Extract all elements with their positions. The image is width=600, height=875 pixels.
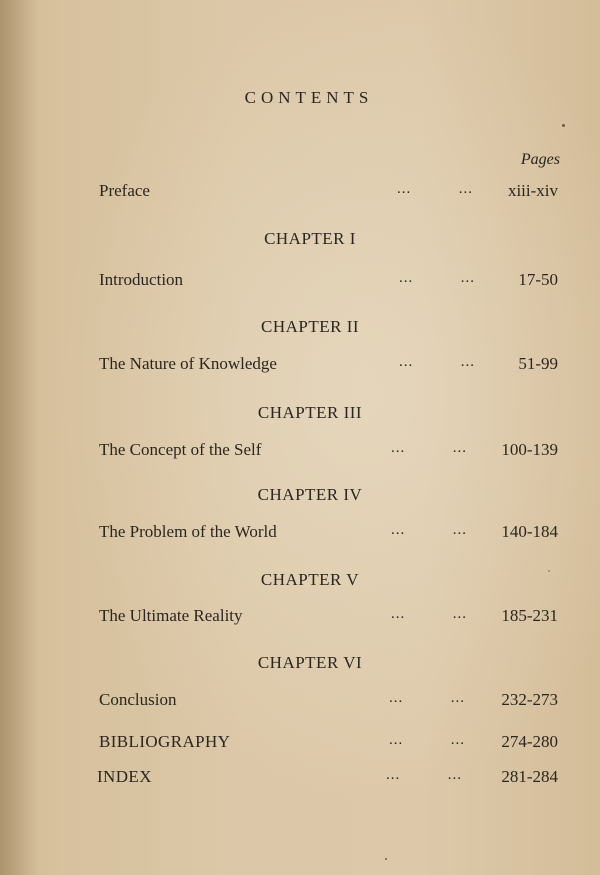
toc-entry-index[interactable] [0, 767, 600, 791]
entry-pages: 140-184 [501, 522, 558, 541]
dot-leader: ... ... [399, 270, 475, 286]
toc-entry-chapter-6[interactable] [0, 690, 600, 714]
chapter-heading: CHAPTER I [264, 229, 356, 248]
chapter-heading: CHAPTER II [260, 317, 360, 336]
entry-pages: 17-50 [518, 270, 558, 289]
dot-leader: ... ... [389, 690, 465, 706]
paper-speck [562, 124, 565, 127]
toc-entry-chapter-4[interactable] [0, 522, 600, 546]
entry-title: Conclusion [99, 690, 177, 709]
entry-title: INDEX [97, 767, 152, 786]
toc-entry-chapter-1[interactable] [0, 270, 600, 294]
chapter-heading: CHAPTER III [257, 403, 363, 422]
dot-leader: ... ... [391, 606, 467, 622]
entry-title: The Concept of the Self [99, 440, 262, 459]
entry-pages: 232-273 [501, 690, 558, 709]
entry-pages: 51-99 [518, 354, 558, 373]
toc-entry-chapter-3[interactable] [0, 440, 600, 464]
entry-title: BIBLIOGRAPHY [99, 732, 231, 751]
chapter-heading: CHAPTER VI [257, 653, 363, 672]
entry-title: Introduction [99, 270, 184, 289]
entry-title: The Nature of Knowledge [99, 354, 277, 373]
entry-pages: 274-280 [501, 732, 558, 751]
paper-speck [385, 858, 387, 860]
entry-pages: 185-231 [501, 606, 558, 625]
dot-leader: ... ... [399, 354, 475, 370]
entry-pages: 281-284 [501, 767, 558, 786]
entry-pages: 100-139 [501, 440, 558, 459]
toc-entry-chapter-2[interactable] [0, 354, 600, 378]
dot-leader: ... ... [389, 732, 465, 748]
contents-title: CONTENTS [244, 88, 374, 107]
toc-entry-chapter-5[interactable] [0, 606, 600, 630]
entry-title: The Problem of the World [99, 522, 277, 541]
dot-leader: ... ... [386, 767, 462, 783]
dot-leader: ... ... [391, 440, 467, 456]
pages-column-header: Pages [520, 151, 560, 168]
entry-pages: xiii-xiv [507, 181, 558, 200]
entry-title: The Ultimate Reality [99, 606, 243, 625]
chapter-heading: CHAPTER IV [257, 485, 363, 504]
chapter-heading: CHAPTER V [260, 570, 360, 589]
dot-leader: ... ... [391, 522, 467, 538]
dot-leader: ... ... [397, 181, 473, 197]
toc-entry-bibliography[interactable] [0, 732, 600, 756]
entry-title: Preface [99, 181, 150, 200]
toc-entry-preface[interactable] [0, 181, 600, 205]
